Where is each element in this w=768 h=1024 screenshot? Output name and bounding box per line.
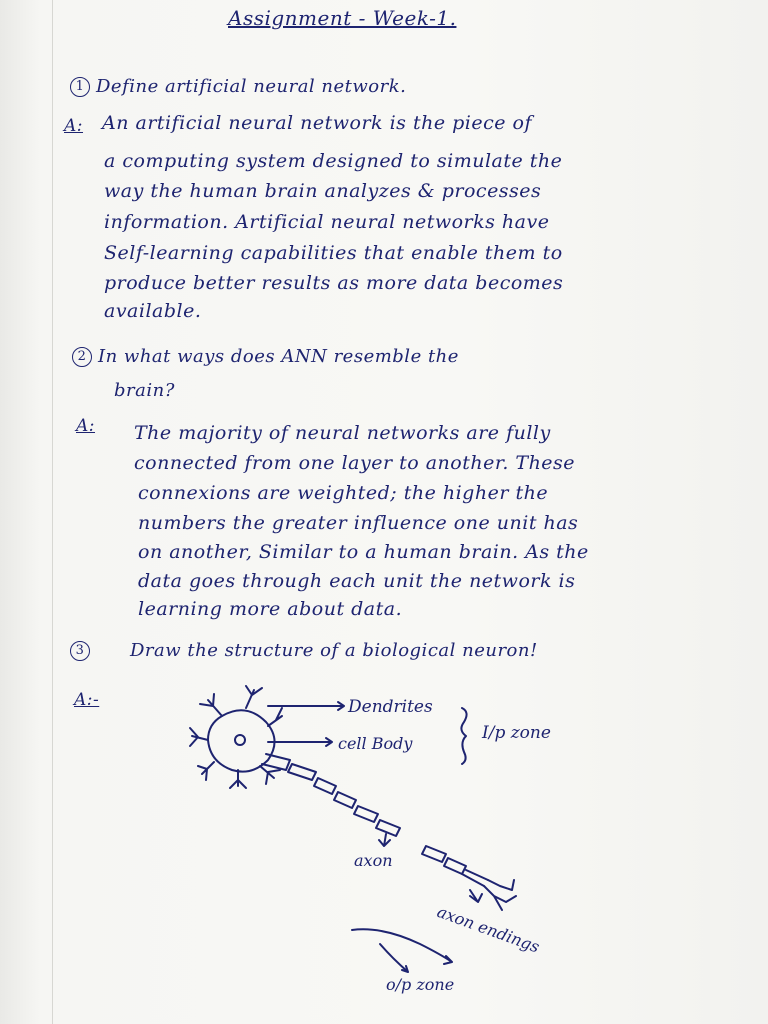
myelin-segment [376, 820, 400, 836]
question-2-number: 2 [72, 347, 92, 367]
axon-endings-arrow [470, 890, 482, 902]
question-3-number: 3 [70, 641, 90, 661]
myelin-segment [422, 846, 446, 862]
cell-body-label: cell Body [338, 734, 413, 753]
axon-endings-label: axon endings [434, 901, 543, 957]
answer-2-line: on another, Similar to a human brain. As the [138, 541, 589, 563]
dendrite-branch [198, 762, 214, 780]
question-1-text: Define artificial neural network. [96, 76, 407, 97]
question-3-text: Draw the structure of a biological neuron! [130, 640, 538, 661]
answer-1-line: available. [104, 300, 202, 322]
myelin-segment [334, 792, 356, 808]
answer-3-mark: A:- [74, 690, 100, 710]
answer-2-line: learning more about data. [138, 598, 403, 620]
op-zone-label: o/p zone [386, 975, 455, 994]
question-2-text-cont: brain? [114, 380, 175, 401]
cell-body-pointer-arrow [268, 738, 332, 746]
answer-2-line: data goes through each unit the network is [138, 570, 576, 592]
dendrite-branch [268, 708, 282, 726]
nucleus-shape [235, 735, 245, 745]
axon-terminal [484, 880, 516, 910]
dendrite-branch [200, 694, 222, 716]
myelin-segment [288, 764, 316, 780]
ip-zone-label: I/p zone [482, 723, 551, 743]
myelin-segment [314, 778, 336, 794]
answer-1-mark: A: [64, 116, 84, 136]
axon-label: axon [354, 851, 393, 870]
answer-1-line: Self-learning capabilities that enable them to [104, 242, 563, 264]
cell-body-shape [208, 710, 275, 771]
answer-1-line: information. Artificial neural networks have [104, 211, 550, 233]
answer-1-line: An artificial neural network is the piece of [102, 112, 532, 134]
axon-shaft [462, 870, 488, 886]
answer-2-line: connexions are weighted; the higher the [138, 482, 549, 504]
dendrites-pointer-arrow [268, 702, 344, 710]
dendrite-branch [230, 770, 246, 788]
op-zone-curve [352, 929, 452, 964]
page-title: Assignment - Week-1. [228, 6, 457, 30]
answer-2-line: connected from one layer to another. These [134, 452, 576, 474]
axon-arrow [379, 834, 390, 846]
answer-1-line: way the human brain analyzes & processes [104, 180, 542, 202]
question-2-text: In what ways does ANN resemble the [98, 346, 459, 367]
ip-zone-brace [461, 708, 466, 764]
answer-2-line: numbers the greater influence one unit has [138, 512, 579, 534]
answer-2-mark: A: [76, 416, 96, 436]
op-zone-arrow [380, 944, 408, 972]
dendrite-branch [246, 686, 262, 708]
answer-2-line: The majority of neural networks are fully [134, 422, 551, 444]
answer-1-line: a computing system designed to simulate the [104, 150, 563, 172]
answer-1-line: produce better results as more data becomes [104, 272, 564, 294]
question-1-number: 1 [70, 77, 90, 97]
myelin-segment [444, 858, 466, 874]
myelin-segment [354, 806, 378, 822]
dendrite-branch [190, 728, 208, 746]
dendrites-label: Dendrites [348, 697, 433, 717]
